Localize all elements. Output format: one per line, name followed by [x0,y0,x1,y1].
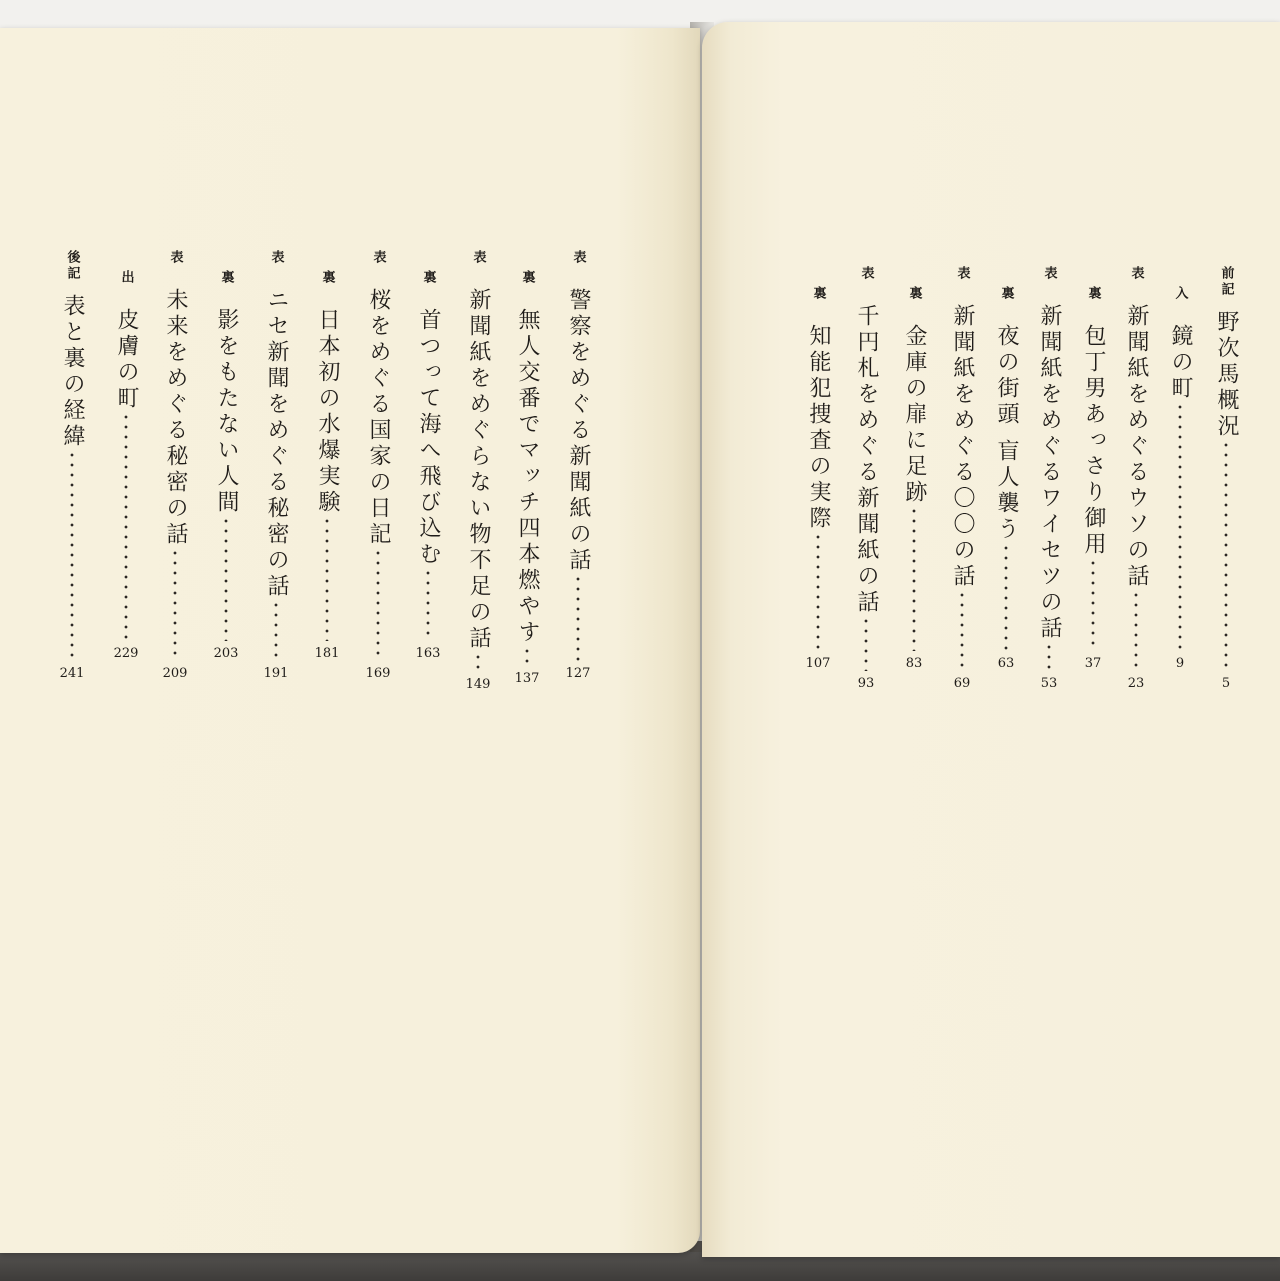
toc-section-label: 裏 [319,270,335,286]
right-page [702,22,1280,1257]
toc-page-number: 93 [857,676,875,691]
toc-leader-dots [173,548,177,661]
toc-chapter-title: 新聞紙をめぐらない物不足の話 [466,288,491,652]
toc-page-number: 127 [565,666,591,681]
toc-section-label: 表 [570,250,586,266]
toc-chapter-title: 千円札をめぐる新聞紙の話 [854,304,879,616]
toc-leader-dots [576,574,580,661]
toc-page-number: 37 [1084,656,1102,671]
toc-section-label: 裏 [1085,286,1101,302]
toc-chapter-title: 夜の街頭 盲人襲う [994,324,1019,543]
toc-page-number: 241 [59,666,85,681]
toc-entry [561,250,595,680]
toc-leader-dots [274,600,278,661]
toc-section-label: 表 [370,250,386,266]
toc-chapter-title: 金庫の扉に足跡 [902,324,927,506]
toc-page-number: 107 [805,656,831,671]
toc-section-label: 後記 [64,250,80,282]
toc-entry [510,270,544,685]
toc-entry [55,250,89,680]
toc-section-label: 出 [118,270,134,286]
toc-chapter-title: 包丁男あっさり御用 [1081,324,1106,558]
toc-section-label: 表 [954,266,970,282]
toc-leader-dots [1224,440,1228,671]
toc-section-label: 裏 [906,286,922,302]
toc-leader-dots [1004,543,1008,651]
toc-page-number: 53 [1040,676,1058,691]
toc-leader-dots [912,506,916,651]
toc-section-label: 裏 [420,270,436,286]
toc-leader-dots [525,646,529,666]
toc-chapter-title: 知能犯捜査の実際 [806,324,831,532]
toc-leader-dots [124,412,128,641]
toc-page-number: 9 [1175,656,1185,671]
toc-chapter-title: 鏡の町 [1168,324,1193,402]
toc-chapter-title: 新聞紙をめぐるワイセツの話 [1037,304,1062,642]
toc-page-number: 83 [905,656,923,671]
toc-leader-dots [476,652,480,672]
toc-section-label: 前記 [1218,266,1234,298]
toc-entry [310,270,344,660]
toc-leader-dots [1047,642,1051,671]
toc-section-label: 表 [1128,266,1144,282]
toc-page-number: 5 [1221,676,1231,691]
toc-entry [361,250,395,680]
toc-page-number: 191 [263,666,289,681]
toc-entry [989,286,1023,670]
toc-page-number: 163 [415,646,441,661]
toc-chapter-title: 桜をめぐる国家の日記 [366,288,391,548]
toc-page-number: 209 [162,666,188,681]
toc-entry [1076,286,1110,670]
toc-chapter-title: 首つって海へ飛び込む [416,308,441,568]
toc-leader-dots [376,548,380,661]
toc-entry [259,250,293,680]
toc-entry [945,266,979,690]
toc-page-number: 69 [953,676,971,691]
toc-entry [1163,286,1197,670]
toc-section-label: 表 [470,250,486,266]
toc-page-number: 137 [514,671,540,686]
toc-page-number: 203 [213,646,239,661]
toc-entry [209,270,243,660]
toc-leader-dots [1134,590,1138,671]
toc-section-label: 表 [858,266,874,282]
toc-page-number: 63 [997,656,1015,671]
toc-entry [849,266,883,690]
toc-page-number: 23 [1127,676,1145,691]
toc-entry [1119,266,1153,690]
toc-section-label: 入 [1172,286,1188,302]
toc-page-number: 149 [465,677,491,692]
toc-section-label: 裏 [998,286,1014,302]
toc-entry [461,250,495,691]
toc-section-label: 裏 [810,286,826,302]
toc-entry [411,270,445,660]
toc-chapter-title: 野次馬概況 [1214,310,1239,440]
toc-leader-dots [864,616,868,671]
toc-chapter-title: 表と裏の経緯 [60,294,85,450]
toc-chapter-title: 新聞紙をめぐる〇〇の話 [950,304,975,590]
toc-leader-dots [224,516,228,641]
toc-leader-dots [426,568,430,641]
toc-page-number: 169 [365,666,391,681]
toc-leader-dots [70,450,74,661]
toc-leader-dots [1091,558,1095,651]
toc-entry [897,286,931,670]
toc-section-label: 表 [167,250,183,266]
toc-page-number: 181 [314,646,340,661]
toc-leader-dots [816,532,820,651]
toc-entry [109,270,143,660]
toc-entry [1032,266,1066,690]
toc-entry [1209,266,1243,690]
toc-section-label: 裏 [519,270,535,286]
toc-chapter-title: 警察をめぐる新聞紙の話 [566,288,591,574]
toc-chapter-title: 新聞紙をめぐるウソの話 [1124,304,1149,590]
toc-section-label: 裏 [218,270,234,286]
left-page [0,28,700,1253]
toc-entry [158,250,192,680]
toc-section-label: 表 [1041,266,1057,282]
toc-leader-dots [325,516,329,641]
toc-page-number: 229 [113,646,139,661]
toc-chapter-title: 皮膚の町 [114,308,139,412]
toc-leader-dots [1178,402,1182,651]
toc-chapter-title: 無人交番でマッチ四本燃やす [515,308,540,646]
toc-chapter-title: 未来をめぐる秘密の話 [163,288,188,548]
toc-section-label: 表 [268,250,284,266]
toc-chapter-title: 影をもたない人間 [214,308,239,516]
toc-chapter-title: 日本初の水爆実験 [315,308,340,516]
toc-leader-dots [960,590,964,671]
toc-chapter-title: ニセ新聞をめぐる秘密の話 [264,288,289,600]
toc-entry [801,286,835,670]
